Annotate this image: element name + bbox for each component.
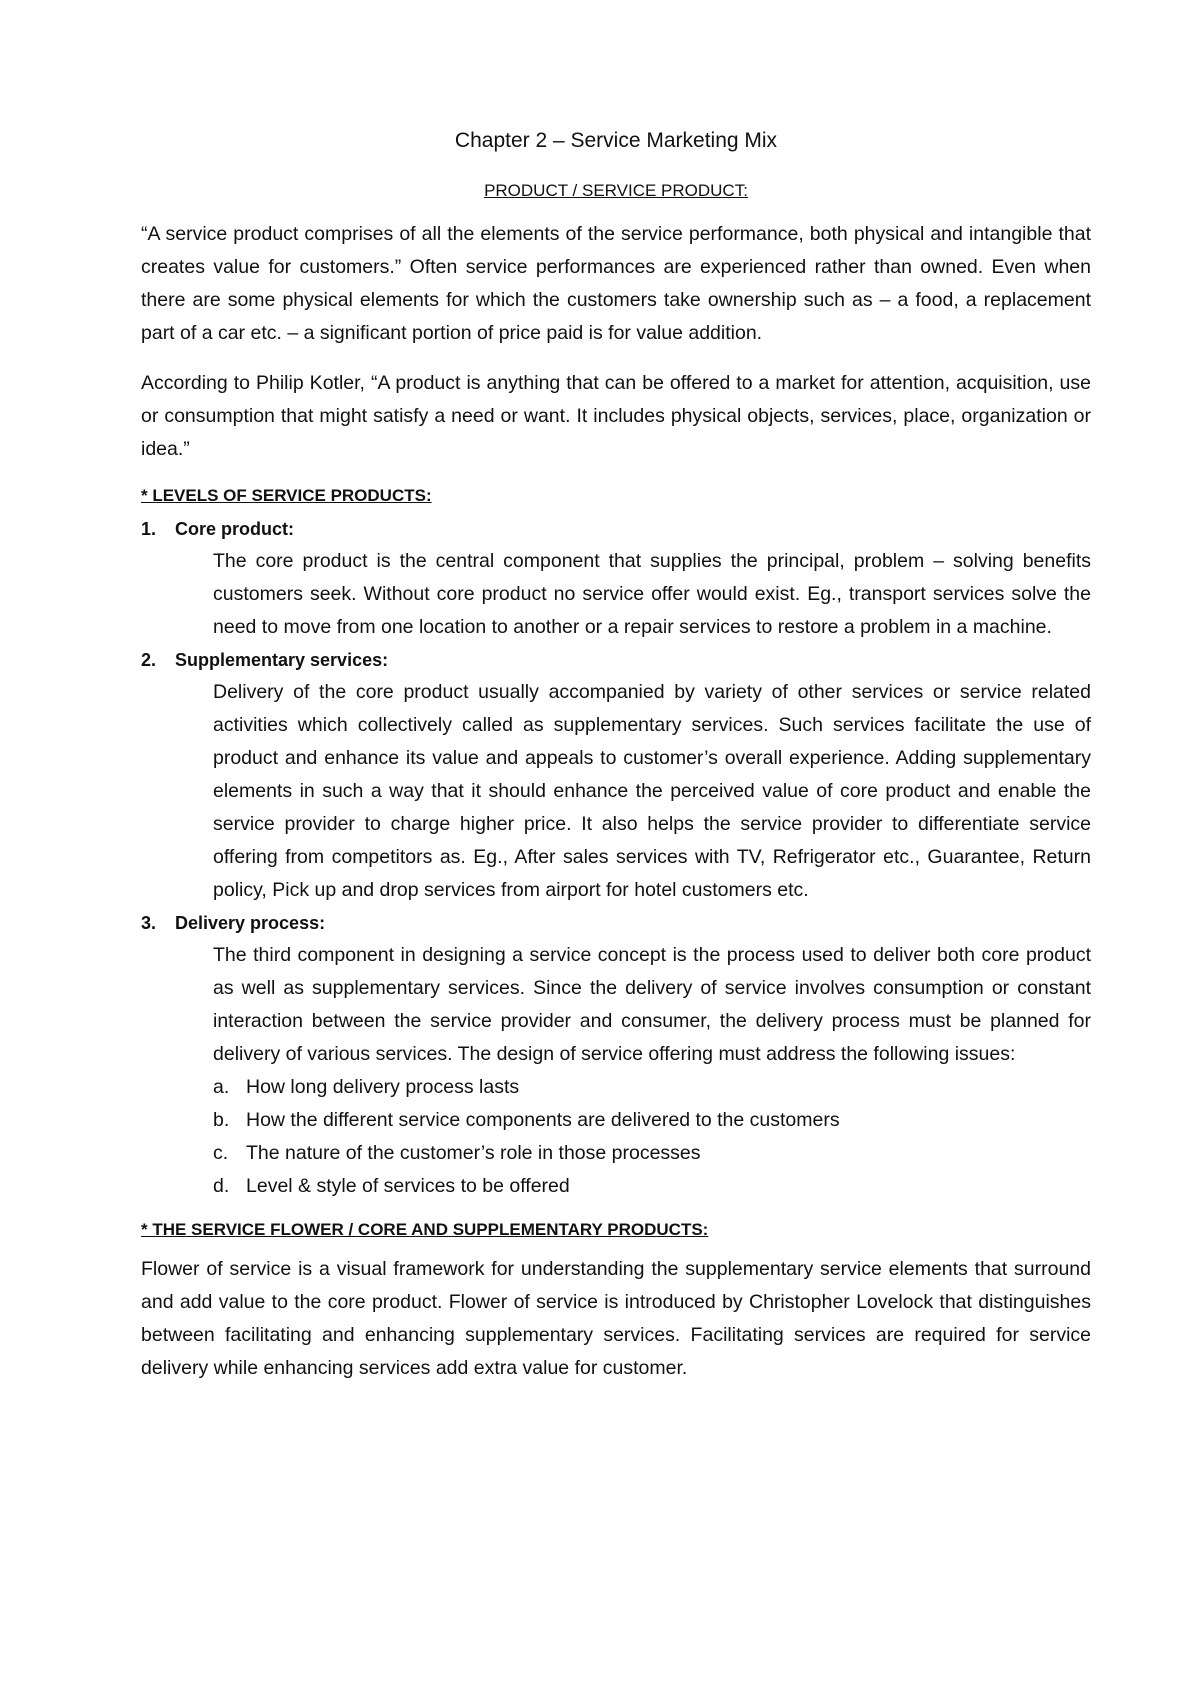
levels-heading: * LEVELS OF SERVICE PRODUCTS: [141, 486, 432, 505]
list-item-text: How long delivery process lasts [246, 1076, 520, 1098]
list-item [213, 1104, 1091, 1137]
list-item [213, 1170, 1091, 1203]
level-body: The third component in designing a service concept is the process used to deliver both core product as well as supplementary services. Since the delivery of service involves consumption or constant interaction between the service provider and consumer, the delivery process must be planned for delivery of various services. The design of service offering must address the following issues: [213, 944, 1091, 1065]
level-number: 1. [141, 519, 157, 539]
product-heading: PRODUCT / SERVICE PRODUCT: [484, 181, 748, 200]
list-item-text: Level & style of services to be offered [246, 1175, 570, 1197]
document-page [141, 126, 1091, 1402]
service-flower-paragraph: Flower of service is a visual framework for understanding the supplementary service elements that surround and add value to the core product. Flower of service is introduced by Christopher Lovelock that distinguishes between facilitating and enhancing supplementary services. Facilitating services are required for service delivery while enhancing services add extra value for customer. [141, 1258, 1091, 1379]
list-item-letter: a. [213, 1076, 230, 1098]
levels-list [141, 513, 1091, 1203]
list-item [213, 1137, 1091, 1170]
list-item-letter: c. [213, 1142, 229, 1164]
kotler-paragraph: According to Philip Kotler, “A product is anything that can be offered to a market for attention, acquisition, use or consumption that might satisfy a need or want. It includes physical objects, services, place, organization or idea.” [141, 372, 1091, 460]
service-flower-heading: * THE SERVICE FLOWER / CORE AND SUPPLEMENTARY PRODUCTS: [141, 1220, 709, 1239]
level-number: 3. [141, 913, 157, 933]
page-title: Chapter 2 – Service Marketing Mix [454, 129, 778, 152]
list-item [213, 1071, 1091, 1104]
list-item-letter: d. [213, 1175, 230, 1197]
level-item-supplementary-services [141, 644, 1091, 907]
level-item-delivery-process [141, 907, 1091, 1203]
level-body: Delivery of the core product usually accompanied by variety of other services or service related activities which collectively called as supplementary services. Such services facilitate the use of product and enhance its value and appeals to customer’s overall experience. Adding supplementary elements in such a way that it should enhance the perceived value of core product and enable the service provider to charge higher price. It also helps the service provider to differentiate service offering from competitors as. Eg., After sales services with TV, Refrigerator etc., Guarantee, Return policy, Pick up and drop services from airport for hotel customers etc. [213, 681, 1091, 901]
level-item-core-product [141, 513, 1091, 644]
list-item-text: How the different service components are delivered to the customers [246, 1109, 840, 1131]
delivery-issues-list [141, 1071, 1091, 1203]
list-item-text: The nature of the customer’s role in those processes [246, 1142, 701, 1164]
level-title: Supplementary services: [175, 650, 389, 670]
level-title: Core product: [175, 519, 294, 539]
list-item-letter: b. [213, 1109, 230, 1131]
level-title: Delivery process: [175, 913, 326, 933]
level-number: 2. [141, 650, 157, 670]
level-body: The core product is the central component that supplies the principal, problem – solving benefits customers seek. Without core product no service offer would exist. Eg., transport services solve the need to move from one location to another or a repair services to restore a problem in a machine. [213, 550, 1091, 638]
intro-paragraph: “A service product comprises of all the elements of the service performance, both physical and intangible that creates value for customers.” Often service performances are experienced rather than owned. Even when there are some physical elements for which the customers take ownership such as – a food, a replacement part of a car etc. – a significant portion of price paid is for value addition. [141, 223, 1091, 344]
